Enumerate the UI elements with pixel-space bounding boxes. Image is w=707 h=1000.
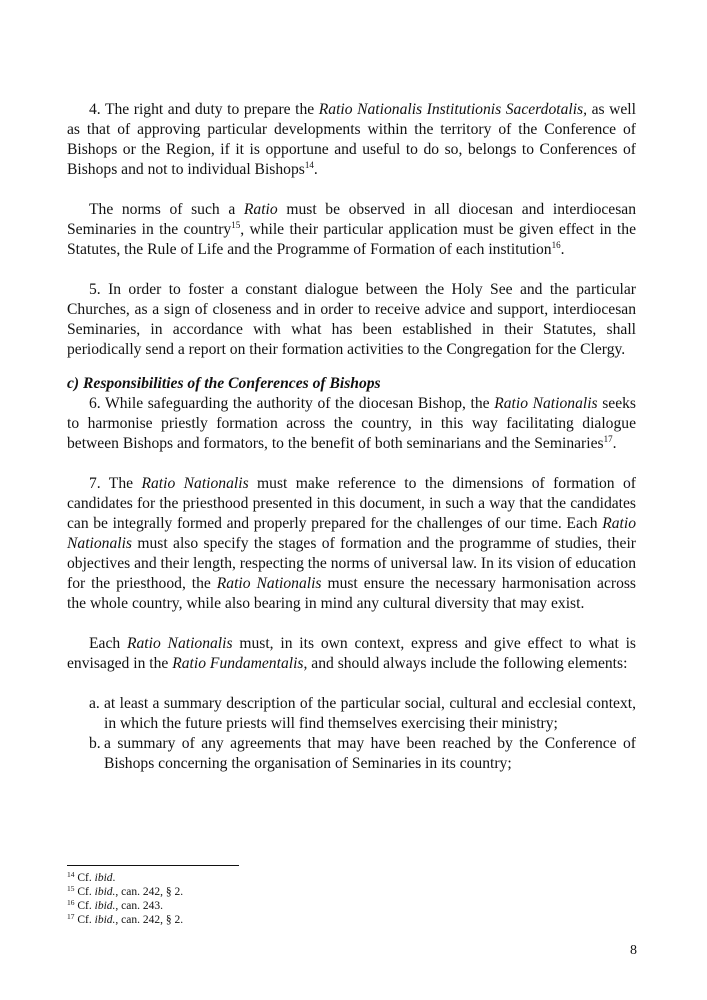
page-body (67, 100, 636, 774)
italic-term: Ratio Nationalis (216, 575, 322, 592)
text: , can. 242, § 2. (115, 914, 184, 926)
footnote-ref: 17 (603, 434, 613, 444)
text: The norms of such a (89, 201, 244, 218)
list-item-text: a summary of any agreements that may have been reached by the Conference of Bishops concerning the organisation of Seminaries in its country; (104, 735, 636, 772)
text: must also specify the stages of formation and the programme of studies, their objectives and their length, respecting the norms of universal law. In its vision of education for the priesthood, the (67, 535, 636, 592)
list-item (89, 734, 636, 774)
footnote-number: 16 (67, 898, 75, 907)
footnote-ref: 16 (551, 240, 561, 250)
text: must make reference to the dimensions of formation of candidates for the priesthood presented in this document, in such a way that the candidates can be integrally formed and properly prepared for the challenges of our time. Each (67, 475, 636, 532)
text: must, in its own context, express and give effect to what is envisaged in the (67, 635, 636, 672)
italic-term: ibid. (94, 886, 116, 898)
text: must be observed in all diocesan and interdiocesan Seminaries in the country (67, 201, 636, 238)
footnote (67, 913, 636, 927)
footnote-number: 17 (67, 912, 75, 921)
italic-term: Ratio Nationalis (126, 635, 233, 652)
italic-title: Ratio Nationalis Institutionis Sacerdotalis, (318, 101, 588, 118)
footnotes (67, 871, 636, 927)
footnote (67, 871, 636, 885)
italic-term: Ratio Nationalis (141, 475, 249, 492)
italic-term: ibid (94, 872, 113, 884)
text: Cf. (74, 872, 95, 884)
text: , while their particular application must be given effect in the Statutes, the Rule of Life and the Programme of Formation of each institution (67, 221, 636, 258)
list-item-text: at least a summary description of the particular social, cultural and ecclesial context, in which the future priests will find themselves exercising their ministry; (104, 695, 636, 732)
footnote-separator (67, 865, 239, 866)
italic-term: Ratio Nationalis (67, 515, 636, 552)
paragraph-each-ratio (67, 634, 636, 674)
text: . (112, 872, 116, 884)
paragraph-6 (67, 394, 636, 454)
text: Cf. (74, 900, 95, 912)
footnote-number: 14 (67, 870, 75, 879)
footnote (67, 899, 636, 913)
italic-term: ibid. (94, 900, 116, 912)
text: . (560, 241, 565, 258)
text: . (612, 435, 617, 452)
text: Cf. (74, 886, 95, 898)
paragraph-4 (67, 100, 636, 180)
paragraph-4-norms (67, 200, 636, 260)
text: , and should always include the following elements: (303, 655, 628, 672)
text: , can. 242, § 2. (115, 886, 184, 898)
footnote-ref: 15 (231, 220, 241, 230)
text: 6. While safeguarding the authority of the diocesan Bishop, the (89, 395, 495, 412)
section-heading: c) Responsibilities of the Conferences of Bishops (67, 375, 381, 392)
page-number: 8 (630, 943, 637, 958)
list-item (89, 694, 636, 734)
elements-list (67, 694, 636, 774)
footnote (67, 885, 636, 899)
text: 7. The (89, 475, 142, 492)
list-marker: a. (89, 695, 100, 712)
italic-term: ibid. (94, 914, 116, 926)
text: . (313, 161, 318, 178)
text: Each (89, 635, 127, 652)
italic-term: Ratio (243, 201, 278, 218)
paragraph-7 (67, 474, 636, 614)
footnote-number: 15 (67, 884, 75, 893)
text: , can. 243. (115, 900, 163, 912)
italic-term: Ratio Fundamentalis (172, 655, 304, 672)
text: must ensure the necessary harmonisation across the whole country, while also bearing in mind any cultural diversity that may exist. (67, 575, 637, 612)
paragraph-5: 5. In order to foster a constant dialogue between the Holy See and the particular Churches, as a sign of closeness and in order to receive advice and support, interdiocesan Seminaries, in accordance with what has been established in their Statutes, shall periodically send a report on their formation activities to the Congregation for the Clergy. (67, 281, 636, 358)
list-marker: b. (89, 735, 101, 752)
text: as well as that of approving particular developments within the territory of the Conference of Bishops or the Region, if it is opportune and useful to do so, belongs to Conferences of Bishops and not to individual Bishops (67, 101, 636, 178)
text: Cf. (74, 914, 95, 926)
italic-term: Ratio Nationalis (494, 395, 598, 412)
text: seeks to harmonise priestly formation across the country, in this way facilitating dialogue between Bishops and formators, to the benefit of both seminarians and the Seminaries (67, 395, 636, 452)
footnote-ref: 14 (304, 160, 314, 170)
text: 4. The right and duty to prepare the (89, 101, 319, 118)
